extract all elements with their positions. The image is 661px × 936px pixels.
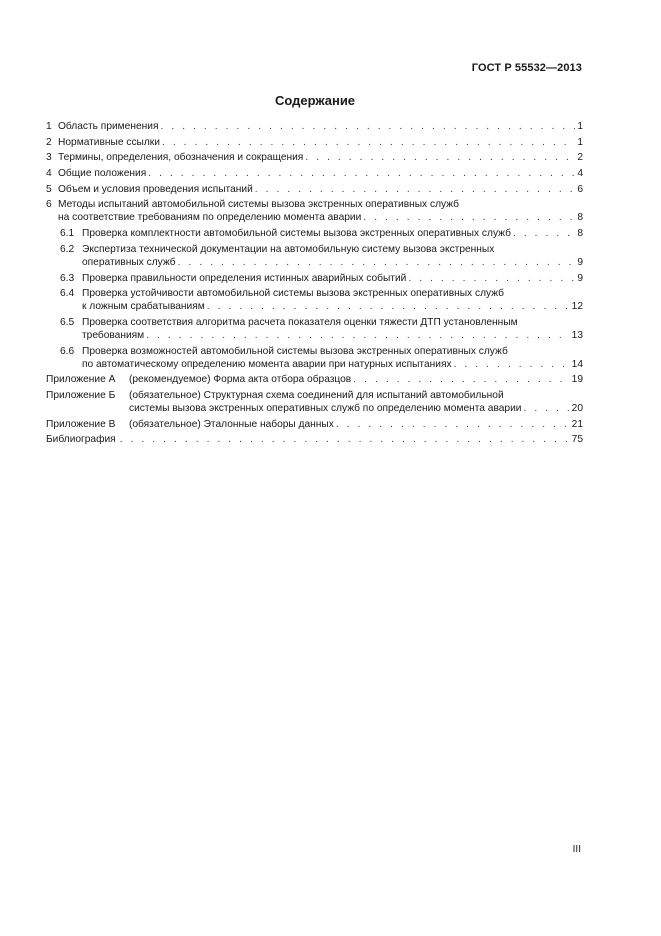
toc-entry-number: 5 bbox=[46, 183, 52, 195]
toc-leader-dots bbox=[305, 151, 575, 164]
page-number: III bbox=[572, 844, 581, 855]
toc-entry[interactable] bbox=[46, 345, 583, 371]
toc-leader-dots bbox=[513, 227, 575, 240]
toc-entry-number: Приложение В bbox=[46, 418, 116, 430]
toc-entry-page: 9 bbox=[577, 256, 583, 268]
toc-entry[interactable] bbox=[46, 316, 583, 342]
toc-leader-dots bbox=[160, 120, 575, 133]
toc-entry-text: Проверка возможностей автомобильной системы вызова экстренных оперативных служб bbox=[82, 345, 508, 357]
toc-entry-page: 12 bbox=[571, 301, 583, 313]
toc-entry-number: Приложение А bbox=[46, 374, 116, 386]
toc-entry-number: 6 bbox=[46, 199, 52, 211]
toc-entry[interactable] bbox=[46, 120, 583, 133]
toc-entry-text: Нормативные ссылки bbox=[58, 136, 160, 148]
toc-entry-number: Приложение Б bbox=[46, 389, 116, 401]
toc-leader-dots bbox=[255, 183, 576, 196]
toc-entry[interactable] bbox=[46, 287, 583, 313]
toc-leader-dots bbox=[408, 272, 575, 285]
toc-entry-text: (обязательное) Структурная схема соединений для испытаний автомобильной bbox=[129, 389, 504, 401]
toc-entry-number: 6.5 bbox=[60, 316, 75, 328]
toc-entry-page: 8 bbox=[577, 212, 583, 224]
toc-entry[interactable] bbox=[46, 183, 583, 196]
toc-entry-number: 1 bbox=[46, 121, 52, 132]
toc-entry[interactable] bbox=[46, 136, 583, 149]
toc-entry[interactable] bbox=[46, 389, 583, 415]
table-of-contents bbox=[46, 120, 583, 446]
toc-entry-text: требованиям bbox=[82, 329, 145, 341]
toc-entry[interactable] bbox=[46, 243, 583, 269]
toc-entry-text: Проверка устойчивости автомобильной системы вызова экстренных оперативных служб bbox=[82, 288, 504, 300]
toc-entry-number: 6.4 bbox=[60, 288, 75, 300]
toc-entry-text: системы вызова экстренных оперативных служб по определению момента аварии bbox=[129, 402, 522, 414]
toc-entry-text: Проверка комплектности автомобильной системы вызова экстренных оперативных служб bbox=[82, 228, 511, 240]
toc-leader-dots bbox=[207, 300, 570, 313]
toc-entry-text: по автоматическому определению момента аварии при натурных испытаниях bbox=[82, 358, 452, 370]
toc-entry-page: 6 bbox=[577, 183, 583, 195]
toc-title: Содержание bbox=[274, 93, 356, 108]
toc-leader-dots bbox=[363, 211, 575, 224]
toc-entry-page: 19 bbox=[571, 374, 583, 386]
toc-entry[interactable] bbox=[46, 272, 583, 285]
toc-entry-number: 6.6 bbox=[60, 345, 75, 357]
toc-leader-dots bbox=[178, 256, 576, 269]
toc-entry-text: (рекомендуемое) Форма акта отбора образцов bbox=[129, 374, 352, 386]
toc-entry-page: 14 bbox=[571, 358, 583, 370]
toc-leader-dots bbox=[162, 136, 575, 149]
toc-leader-dots bbox=[146, 329, 569, 342]
toc-entry-number: 6.2 bbox=[60, 243, 75, 255]
toc-entry-text: оперативных служб bbox=[82, 256, 176, 268]
toc-entry-page: 1 bbox=[577, 121, 583, 132]
toc-entry-text: на соответствие требованиям по определению момента аварии bbox=[58, 212, 362, 224]
toc-entry-page: 1 bbox=[577, 136, 583, 148]
toc-entry-page: 21 bbox=[571, 418, 583, 430]
toc-entry-text: к ложным срабатываниям bbox=[82, 301, 205, 313]
toc-entry-number: 4 bbox=[46, 168, 52, 180]
toc-entry-text: Проверка правильности определения истинных аварийных событий bbox=[82, 272, 407, 284]
toc-leader-dots bbox=[148, 167, 575, 180]
toc-entry-page: 8 bbox=[577, 228, 583, 240]
toc-entry[interactable] bbox=[46, 198, 583, 224]
toc-entry[interactable] bbox=[46, 227, 583, 240]
toc-entry-page: 9 bbox=[577, 272, 583, 284]
toc-entry-text: Экспертиза технической документации на автомобильную систему вызова экстренных bbox=[82, 243, 495, 255]
toc-entry-page: 75 bbox=[571, 434, 583, 446]
toc-entry-number: 6.3 bbox=[60, 272, 75, 284]
toc-entry-text: Термины, определения, обозначения и сокращения bbox=[58, 152, 304, 164]
toc-entry[interactable] bbox=[46, 151, 583, 164]
toc-entry-text: Объем и условия проведения испытаний bbox=[58, 183, 253, 195]
toc-entry[interactable] bbox=[46, 433, 583, 446]
toc-entry-text: Область применения bbox=[58, 121, 159, 132]
toc-entry-page: 20 bbox=[571, 402, 583, 414]
toc-entry-text: Методы испытаний автомобильной системы вызова экстренных оперативных служб bbox=[58, 199, 459, 211]
toc-entry-page: 4 bbox=[577, 168, 583, 180]
toc-entry-number: 6.1 bbox=[60, 228, 75, 240]
toc-entry[interactable] bbox=[46, 418, 583, 431]
toc-leader-dots bbox=[336, 418, 570, 431]
toc-leader-dots bbox=[120, 433, 570, 446]
toc-entry-text: (обязательное) Эталонные наборы данных bbox=[129, 418, 334, 430]
document-code: ГОСТ Р 55532—2013 bbox=[471, 62, 582, 74]
toc-entry[interactable] bbox=[46, 167, 583, 180]
toc-entry-page: 2 bbox=[577, 152, 583, 164]
toc-entry-text: Общие положения bbox=[58, 168, 147, 180]
toc-entry-number: Библиография bbox=[46, 434, 116, 446]
toc-entry-number: 3 bbox=[46, 152, 52, 164]
toc-leader-dots bbox=[353, 373, 569, 386]
toc-entry-number: 2 bbox=[46, 136, 52, 148]
toc-leader-dots bbox=[454, 358, 570, 371]
toc-entry-text: Проверка соответствия алгоритма расчета показателя оценки тяжести ДТП установленным bbox=[82, 316, 518, 328]
toc-entry[interactable] bbox=[46, 373, 583, 386]
toc-leader-dots bbox=[523, 402, 569, 415]
toc-entry-page: 13 bbox=[571, 329, 583, 341]
